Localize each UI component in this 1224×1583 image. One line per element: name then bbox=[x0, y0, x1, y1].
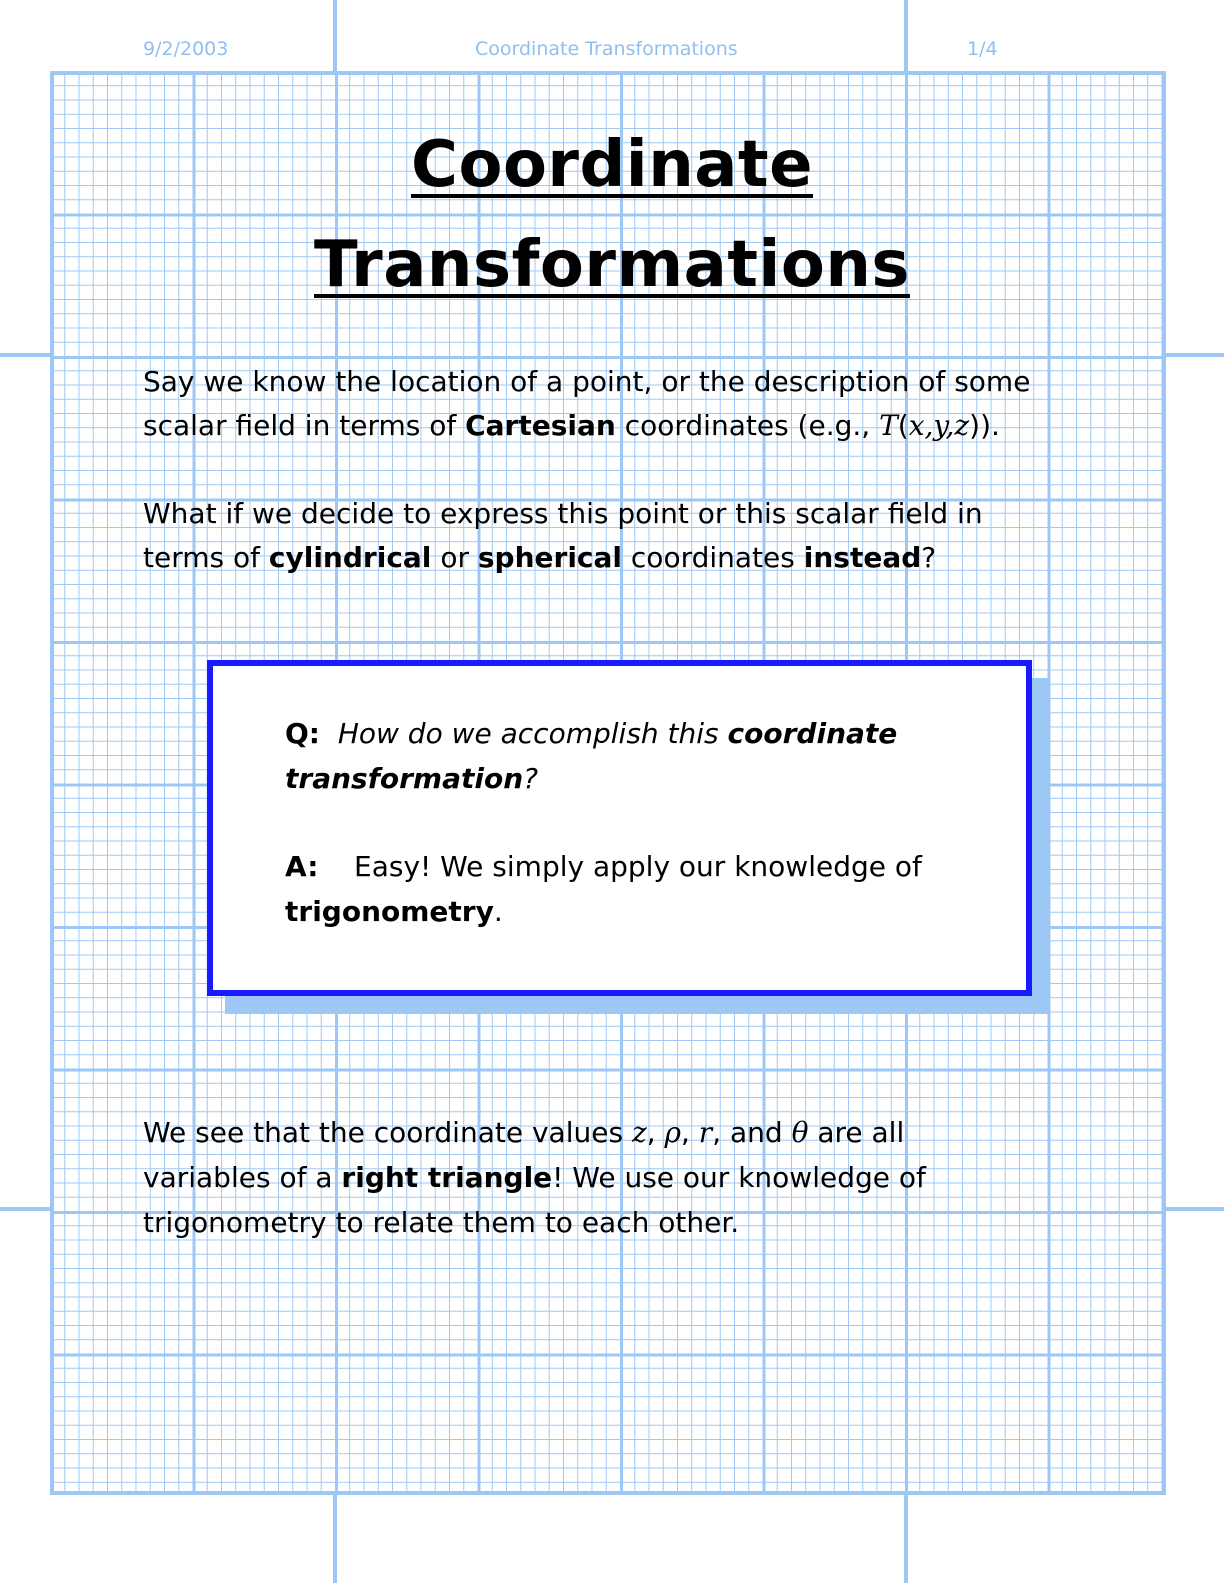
q-label: Q: bbox=[285, 717, 320, 750]
intro-text: coordinates (e.g., bbox=[615, 409, 880, 442]
conclusion-text: We see that the coordinate values bbox=[143, 1116, 632, 1149]
a-label: A: bbox=[285, 850, 319, 883]
page-title-line2: Transformations bbox=[314, 228, 910, 302]
intro-text: )). bbox=[969, 409, 1000, 442]
separator: , bbox=[712, 1116, 722, 1149]
frame-line-mid-right-2 bbox=[1166, 1207, 1224, 1211]
symbol-r: r bbox=[698, 1116, 713, 1149]
q-text-bold: coordinate bbox=[727, 717, 898, 750]
header-title: Coordinate Transformations bbox=[475, 38, 738, 60]
qa-answer-line-1 bbox=[285, 845, 922, 889]
intro-line-1: Say we know the location of a point, or the description of some bbox=[143, 365, 1031, 398]
intro-text: ( bbox=[897, 409, 909, 442]
question-line-2 bbox=[143, 536, 1103, 580]
conclusion-text: and bbox=[721, 1116, 792, 1149]
frame-line-mid-right-1 bbox=[1166, 353, 1224, 357]
frame-line-top-left bbox=[333, 0, 337, 71]
symbol-z: z bbox=[631, 1116, 647, 1149]
conclusion-text: ! We use our knowledge of bbox=[552, 1161, 926, 1194]
conclusion-text: are all bbox=[808, 1116, 905, 1149]
conclusion-line-1 bbox=[143, 1110, 1103, 1155]
frame-line-bottom-right bbox=[904, 1495, 908, 1583]
function-symbol: T bbox=[879, 409, 898, 442]
q-text-transformation: transformation bbox=[285, 762, 524, 795]
question-text: coordinates bbox=[622, 541, 804, 574]
question-text: or bbox=[431, 541, 478, 574]
frame-line-mid-left-1 bbox=[0, 353, 50, 357]
a-text: Easy! We simply apply our knowledge of bbox=[354, 850, 922, 883]
frame-line-bottom-left bbox=[333, 1495, 337, 1583]
question-paragraph bbox=[143, 492, 1103, 580]
frame-line-mid-left-2 bbox=[0, 1207, 50, 1211]
intro-text: scalar field in terms of bbox=[143, 409, 466, 442]
intro-paragraph bbox=[143, 360, 1103, 448]
qa-question-line-1 bbox=[285, 712, 897, 756]
term-cartesian: Cartesian bbox=[465, 409, 616, 442]
header-page-number: 1/4 bbox=[967, 38, 998, 60]
term-right-triangle: right triangle bbox=[341, 1161, 553, 1194]
term-spherical: spherical bbox=[477, 541, 623, 574]
qa-question-line-2 bbox=[285, 757, 538, 801]
term-cylindrical: cylindrical bbox=[268, 541, 432, 574]
intro-line-2 bbox=[143, 404, 1103, 448]
a-end: . bbox=[493, 895, 503, 928]
conclusion-line-2 bbox=[143, 1155, 1103, 1200]
term-instead: instead bbox=[803, 541, 922, 574]
function-args: x,y,z bbox=[908, 409, 970, 442]
symbol-rho: ρ bbox=[664, 1116, 681, 1149]
question-line-1: What if we decide to express this point or this scalar field in bbox=[143, 497, 983, 530]
question-text: ? bbox=[921, 541, 937, 574]
conclusion-line-3: trigonometry to relate them to each other. bbox=[143, 1206, 740, 1239]
qa-answer-line-2 bbox=[285, 890, 503, 934]
conclusion-text: variables of a bbox=[143, 1161, 342, 1194]
page-title-line1: Coordinate bbox=[411, 128, 813, 202]
separator: , bbox=[646, 1116, 665, 1149]
conclusion-paragraph bbox=[143, 1110, 1103, 1245]
separator: , bbox=[680, 1116, 699, 1149]
frame-line-top-right bbox=[904, 0, 908, 71]
q-text-end: ? bbox=[523, 762, 539, 795]
a-bold-trigonometry: trigonometry bbox=[285, 895, 494, 928]
question-text: terms of bbox=[143, 541, 269, 574]
symbol-theta: θ bbox=[791, 1116, 809, 1149]
q-text: How do we accomplish this bbox=[337, 717, 728, 750]
header-date: 9/2/2003 bbox=[143, 38, 229, 60]
qa-box bbox=[207, 660, 1032, 996]
